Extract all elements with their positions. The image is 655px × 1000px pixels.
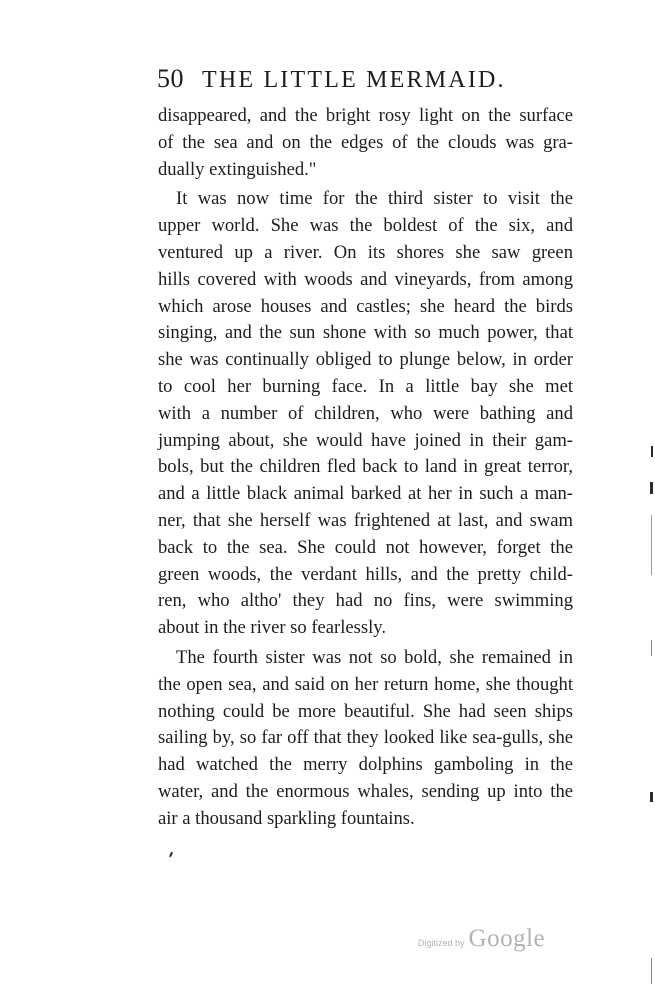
text-line: air a thousand sparkling fountains. — [158, 807, 415, 829]
text-line: green woods, the verdant hills, and the pretty child- — [158, 563, 573, 585]
text-line: with a number of children, who were bathing and — [158, 402, 573, 424]
scan-speck — [169, 852, 173, 857]
text-line: sailing by, so far off that they looked like sea-gulls, she — [158, 727, 573, 749]
text-line: the open sea, and said on her return home, she thought — [158, 673, 573, 695]
text-line: ventured up a river. On its shores she saw green — [158, 241, 573, 263]
body-text — [158, 103, 573, 833]
paragraph — [158, 186, 573, 642]
watermark-prefix: Digitized by — [418, 938, 465, 948]
text-line: singing, and the sun shone with so much power, that — [158, 322, 573, 344]
running-title: THE LITTLE MERMAID. — [202, 67, 506, 93]
text-line: had watched the merry dolphins gamboling in the — [158, 754, 573, 776]
text-line: disappeared, and the bright rosy light on the surface — [158, 105, 573, 126]
text-line: water, and the enormous whales, sending up into the — [158, 780, 573, 802]
page-number: 50 — [157, 64, 184, 93]
scan-speck — [650, 482, 653, 494]
text-line: ren, who altho' they had no fins, were swimming — [158, 590, 573, 612]
text-line: back to the sea. She could not however, forget the — [158, 536, 573, 558]
text-line: dually extinguished." — [158, 158, 317, 180]
text-line: about in the river so fearlessly. — [158, 617, 387, 639]
text-line: bols, but the children fled back to land in great terror, — [158, 456, 573, 478]
digitization-watermark — [418, 925, 545, 953]
scan-speck — [651, 446, 653, 457]
text-line: to cool her burning face. In a little bay she met — [158, 375, 573, 397]
scan-speck — [651, 958, 652, 984]
text-line: of the sea and on the edges of the clouds was gra- — [158, 131, 573, 153]
scan-speck — [650, 792, 653, 802]
paragraph — [158, 103, 573, 183]
text-line: and a little black animal barked at her in such a man- — [158, 483, 573, 505]
text-line: upper world. She was the boldest of the six, and — [158, 215, 573, 237]
scan-speck — [651, 515, 652, 575]
text-line: ner, that she herself was frightened at last, and swam — [158, 509, 573, 531]
scan-speck — [651, 640, 652, 656]
page-header — [157, 64, 577, 94]
text-line: nothing could be more beautiful. She had seen ships — [158, 700, 573, 722]
text-line: hills covered with woods and vineyards, from among — [158, 268, 573, 290]
text-line: It was now time for the third sister to visit the — [176, 188, 573, 210]
text-line: she was continually obliged to plunge below, in order — [158, 349, 573, 371]
text-line: which arose houses and castles; she heard the birds — [158, 295, 573, 317]
paragraph — [158, 645, 573, 833]
text-line: The fourth sister was not so bold, she remained in — [176, 646, 573, 668]
google-logo: Google — [468, 925, 546, 952]
text-line: jumping about, she would have joined in their gam- — [158, 429, 573, 451]
